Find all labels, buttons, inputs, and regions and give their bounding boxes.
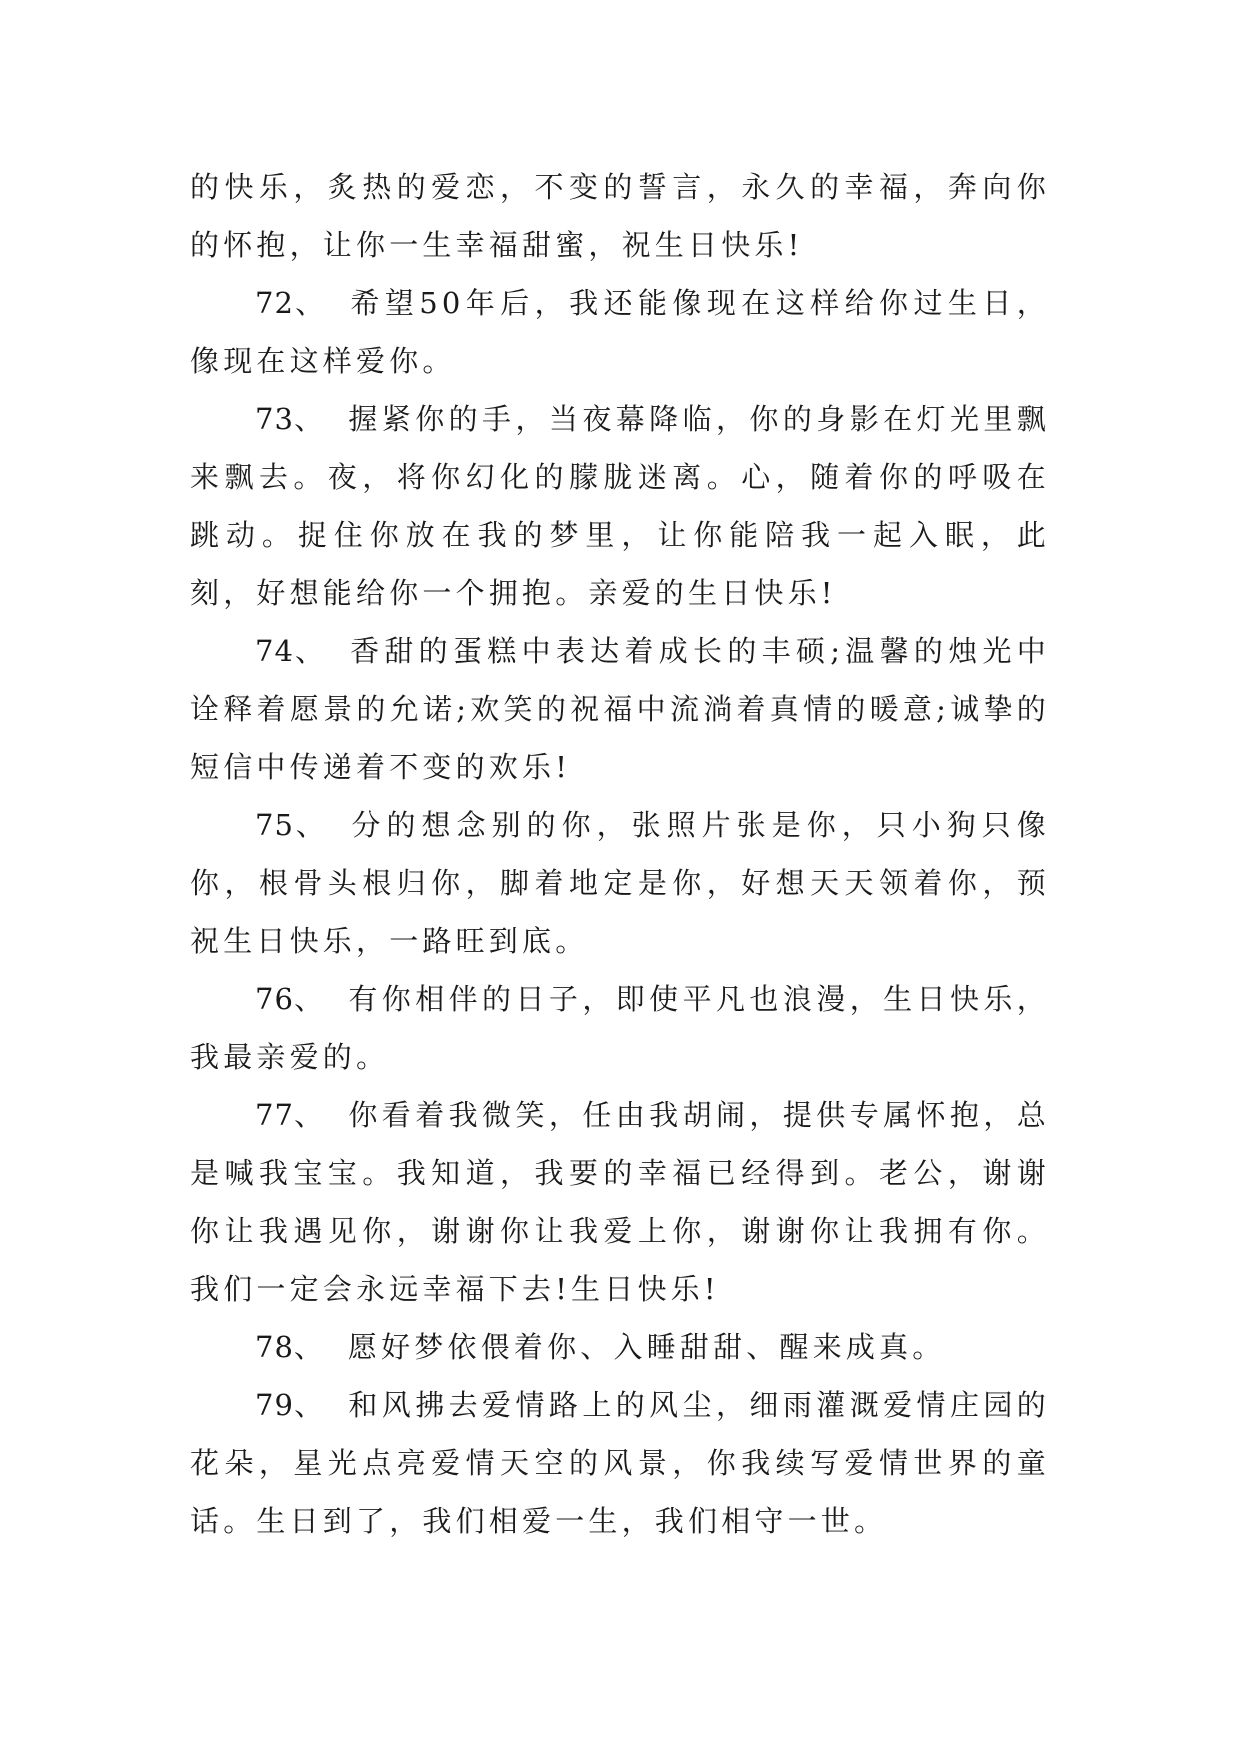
continuation-paragraph: 的快乐，炙热的爱恋，不变的誓言，永久的幸福，奔向你的怀抱，让你一生幸福甜蜜，祝生日快乐! xyxy=(190,170,1050,262)
item-text: 希望50年后，我还能像现在这样给你过生日，像现在这样爱你。 xyxy=(190,286,1051,378)
document-body xyxy=(190,158,1050,1550)
list-item xyxy=(190,390,1050,622)
item-text: 你看着我微笑，任由我胡闹，提供专属怀抱，总是喊我宝宝。我知道，我要的幸福已经得到。老公，谢谢你让我遇见你，谢谢你让我爱上你，谢谢你让我拥有你。我们一定会永远幸福下去!生日快乐! xyxy=(190,1098,1051,1306)
list-item xyxy=(190,622,1050,796)
list-item xyxy=(190,796,1050,970)
item-number: 73、 xyxy=(255,402,325,436)
item-text: 分的想念别的你，张照片张是你，只小狗只像你，根骨头根归你，脚着地定是你，好想天天领着你，预祝生日快乐，一路旺到底。 xyxy=(190,808,1050,958)
item-number: 78、 xyxy=(255,1330,324,1364)
item-number: 79、 xyxy=(255,1388,325,1422)
item-text: 握紧你的手，当夜幕降临，你的身影在灯光里飘来飘去。夜，将你幻化的朦胧迷离。心，随着你的呼吸在跳动。捉住你放在我的梦里，让你能陪我一起入眠，此刻，好想能给你一个拥抱。亲爱的生日快乐! xyxy=(190,402,1051,610)
item-number: 74、 xyxy=(255,634,327,668)
item-number: 77、 xyxy=(255,1098,325,1132)
list-item xyxy=(190,1318,1050,1376)
item-number: 72、 xyxy=(255,286,327,320)
item-number: 75、 xyxy=(255,808,328,842)
list-item xyxy=(190,1086,1050,1318)
item-number: 76、 xyxy=(255,982,325,1016)
item-text: 有你相伴的日子，即使平凡也浪漫，生日快乐，我最亲爱的。 xyxy=(190,982,1051,1074)
list-item xyxy=(190,274,1050,390)
list-item xyxy=(190,1376,1050,1550)
item-text: 和风拂去爱情路上的风尘，细雨灌溉爱情庄园的花朵，星光点亮爱情天空的风景，你我续写爱情世界的童话。生日到了，我们相爱一生，我们相守一世。 xyxy=(190,1388,1051,1538)
list-item xyxy=(190,970,1050,1086)
item-text: 香甜的蛋糕中表达着成长的丰硕;温馨的烛光中诠释着愿景的允诺;欢笑的祝福中流淌着真情的暖意;诚挚的短信中传递着不变的欢乐! xyxy=(190,634,1050,784)
item-text: 愿好梦依偎着你、入睡甜甜、醒来成真。 xyxy=(347,1330,946,1364)
